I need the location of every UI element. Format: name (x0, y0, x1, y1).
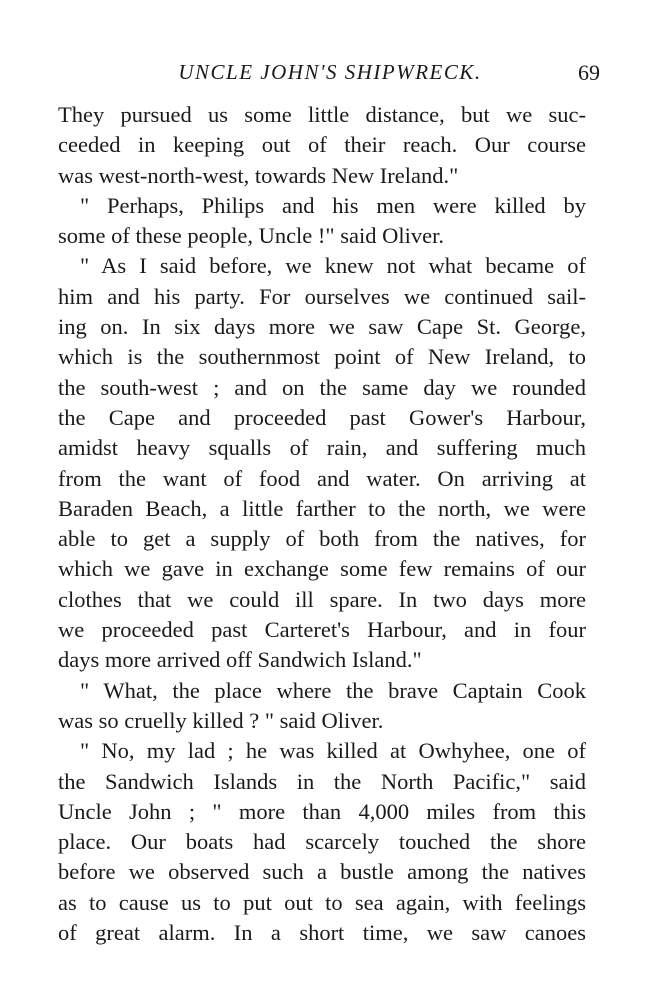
page-number: 69 (578, 60, 600, 85)
text-line: able to get a supply of both from the natives, for (58, 526, 586, 552)
text-line: before we observed such a bustle among the natives (58, 859, 586, 885)
text-line: from the want of food and water. On arriving at (58, 465, 586, 491)
text-line: Uncle John ; " more than 4,000 miles from this (58, 798, 586, 824)
text-line: " Perhaps, Philips and his men were killed by (80, 192, 586, 218)
text-line: which we gave in exchange some few remains of our (58, 556, 586, 582)
page-header (60, 56, 600, 90)
text-line: " As I said before, we knew not what became of (80, 253, 586, 279)
text-line: which is the southernmost point of New Ireland, to (58, 344, 586, 370)
text-line: They pursued us some little distance, but we suc- (58, 102, 586, 127)
text-line: ceeded in keeping out of their reach. Our course (58, 132, 586, 158)
text-line: amidst heavy squalls of rain, and suffering much (58, 435, 586, 461)
text-line: as to cause us to put out to sea again, with feelings (58, 889, 586, 915)
text-line: Baraden Beach, a little farther to the north, we were (58, 495, 586, 521)
text-line: was west-north-west, towards New Ireland." (58, 162, 459, 188)
text-line: days more arrived off Sandwich Island." (58, 647, 422, 673)
text-line: " No, my lad ; he was killed at Owhyhee, one of (80, 738, 586, 764)
text-line: " What, the place where the brave Captain Cook (80, 677, 586, 703)
text-line: the south-west ; and on the same day we rounded (58, 374, 586, 400)
text-line: the Cape and proceeded past Gower's Harbour, (58, 404, 586, 430)
text-line: some of these people, Uncle !" said Oliver. (58, 223, 444, 249)
text-line: place. Our boats had scarcely touched the shore (58, 829, 586, 855)
text-line: clothes that we could ill spare. In two days more (58, 586, 586, 612)
text-line: him and his party. For ourselves we continued sail- (58, 283, 586, 309)
text-line: was so cruelly killed ? " said Oliver. (58, 707, 384, 733)
text-line: we proceeded past Carteret's Harbour, and in four (58, 617, 586, 643)
text-line: the Sandwich Islands in the North Pacific," said (58, 768, 586, 794)
running-title: UNCLE JOHN'S SHIPWRECK. (178, 60, 482, 84)
body-text (58, 100, 586, 948)
text-line: of great alarm. In a short time, we saw canoes (58, 920, 586, 946)
text-line: ing on. In six days more we saw Cape St. George, (58, 314, 586, 340)
